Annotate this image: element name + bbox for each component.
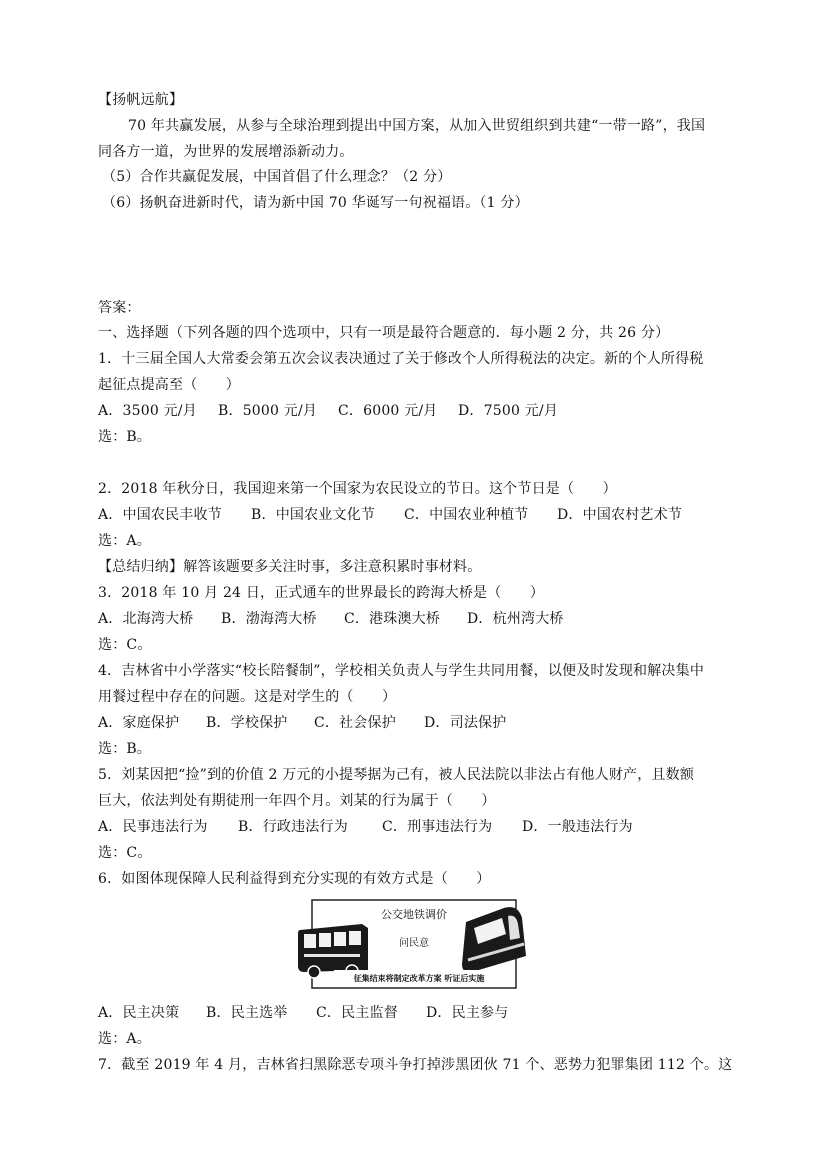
q6-option-c: C．民主监督 [316, 1005, 398, 1021]
q6-stem: 6．如图体现保障人民利益得到充分实现的有效方式是（ ） [98, 871, 491, 887]
q2-option-c: C．中国农业种植节 [404, 507, 529, 523]
q6-answer: 选：A。 [98, 1031, 151, 1047]
q2-note: 【总结归纳】解答该题要多关注时事，多注意积累时事材料。 [98, 559, 482, 575]
q1-options [98, 401, 558, 421]
intro-line-2: 同各方一道，为世界的发展增添新动力。 [98, 144, 354, 160]
figure-title: 公交地铁调价 [381, 908, 447, 921]
q3-option-b: B．渤海湾大桥 [221, 611, 317, 627]
q3-option-c: C．港珠澳大桥 [344, 611, 441, 627]
q4-stem-1: 4．吉林省中小学落实“校长陪餐制”，学校相关负责人与学生共同用餐，以便及时发现和解决集中 [98, 663, 705, 679]
q2-answer: 选：A。 [98, 533, 151, 549]
q5-options [98, 817, 633, 837]
q7-stem: 7．截至 2019 年 4 月，吉林省扫黑除恶专项斗争打掉涉黑团伙 71 个、恶势力犯罪集团 112 个。这 [98, 1057, 733, 1073]
q1-answer: 选：B。 [98, 429, 152, 445]
q5-option-a: A．民事违法行为 [98, 819, 208, 835]
q4-option-b: B．学校保护 [206, 715, 288, 731]
figure-subtitle: 问民意 [399, 938, 429, 949]
figure-caption: 征集结束将制定改革方案 听证后实施 [353, 974, 485, 983]
q6-option-b: B．民主选举 [206, 1005, 288, 1021]
q5-answer: 选：C。 [98, 845, 152, 861]
q1-stem-1: 1．十三届全国人大常委会第五次会议表决通过了关于修改个人所得税法的决定。新的个人所得税 [98, 351, 704, 367]
q4-stem-2: 用餐过程中存在的问题。这是对学生的（ ） [98, 689, 397, 705]
q1-option-c: C．6000 元/月 [338, 403, 438, 419]
question-5: （5）合作共赢促发展，中国首倡了什么理念？（2 分） [102, 169, 452, 185]
q2-option-d: D．中国农村艺术节 [557, 507, 683, 523]
q1-option-a: A．3500 元/月 [98, 403, 197, 419]
section-1-header: 一、选择题（下列各题的四个选项中，只有一项是最符合题意的．每小题 2 分，共 26 分） [98, 325, 670, 341]
question-6: （6）扬帆奋进新时代，请为新中国 70 华诞写一句祝福语。（1 分） [102, 195, 529, 211]
q5-option-b: B．行政违法行为 [238, 819, 348, 835]
q2-options [98, 505, 682, 525]
q2-option-b: B．中国农业文化节 [251, 507, 376, 523]
q3-option-a: A．北海湾大桥 [98, 611, 194, 627]
q4-options [98, 713, 506, 733]
q5-stem-2: 巨大，依法判处有期徒刑一年四个月。刘某的行为属于（ ） [98, 793, 496, 809]
q4-option-a: A．家庭保护 [98, 715, 180, 731]
q5-stem-1: 5．刘某因把“捡”到的价值 2 万元的小提琴据为己有，被人民法院以非法占有他人财产，且数额 [98, 767, 695, 783]
q2-stem: 2．2018 年秋分日，我国迎来第一个国家为农民设立的节日。这个节日是（ ） [98, 481, 617, 497]
q1-option-d: D．7500 元/月 [458, 403, 559, 419]
q1-option-b: B．5000 元/月 [218, 403, 318, 419]
q6-options [98, 1003, 508, 1023]
bus-icon [298, 924, 368, 978]
fare-adjustment-figure [298, 898, 530, 994]
intro-line-1: 70 年共赢发展，从参与全球治理到提出中国方案，从加入世贸组织到共建“一带一路”，我国 [128, 118, 706, 134]
q4-option-d: D．司法保护 [424, 715, 507, 731]
q4-option-c: C．社会保护 [314, 715, 396, 731]
q2-option-a: A．中国农民丰收节 [98, 507, 222, 523]
q3-answer: 选：C。 [98, 637, 152, 653]
q4-answer: 选：B。 [98, 741, 152, 757]
q3-stem: 3．2018 年 10 月 24 日，正式通车的世界最长的跨海大桥是（ ） [98, 585, 545, 601]
q6-option-a: A．民主决策 [98, 1005, 180, 1021]
q6-option-d: D．民主参与 [426, 1005, 509, 1021]
q3-option-d: D．杭州湾大桥 [467, 611, 564, 627]
q1-stem-2: 起征点提高至（ ） [98, 377, 240, 393]
q5-option-c: C．刑事违法行为 [382, 819, 493, 835]
answers-label: 答案： [98, 300, 141, 316]
q3-options [98, 609, 564, 629]
section-title: 【扬帆远航】 [98, 92, 184, 108]
q5-option-d: D．一般违法行为 [522, 819, 633, 835]
